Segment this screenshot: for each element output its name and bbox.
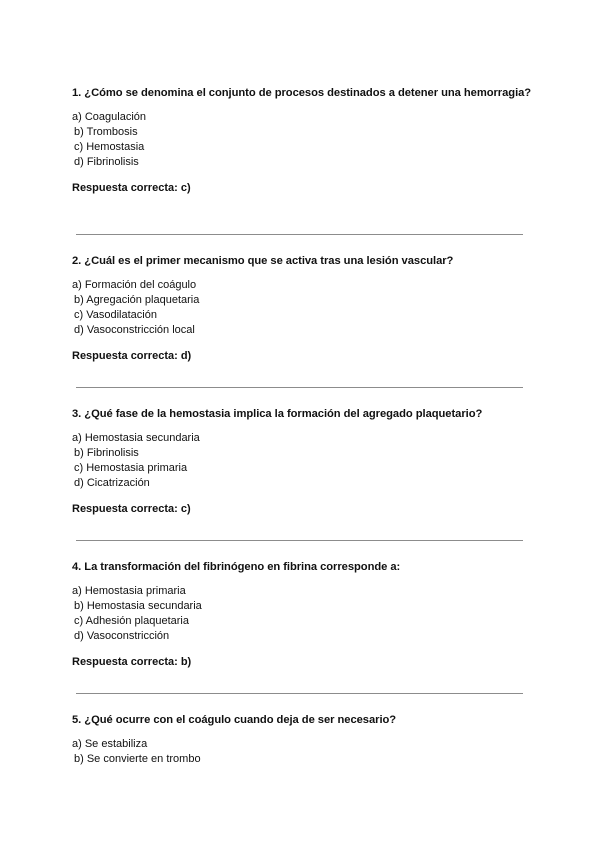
- question-1-title: 1. ¿Cómo se denomina el conjunto de procesos destinados a detener una hemorragia?: [72, 87, 532, 99]
- question-4-option-a: a) Hemostasia primaria: [72, 585, 186, 597]
- question-2: [72, 254, 532, 364]
- question-2-option-d: d) Vasoconstricción local: [74, 324, 195, 336]
- question-1-answer: Respuesta correcta: c): [72, 182, 191, 194]
- divider-3: [76, 540, 523, 541]
- question-3-option-b: b) Fibrinolisis: [74, 447, 139, 459]
- divider-2: [76, 387, 523, 388]
- question-2-title: 2. ¿Cuál es el primer mecanismo que se activa tras una lesión vascular?: [72, 255, 454, 267]
- question-2-option-a: a) Formación del coágulo: [72, 279, 197, 291]
- question-3-option-c: c) Hemostasia primaria: [74, 462, 188, 474]
- question-4-option-d: d) Vasoconstricción: [74, 630, 170, 642]
- question-4-answer: Respuesta correcta: b): [72, 656, 192, 668]
- question-1-option-c: c) Hemostasia: [74, 141, 145, 153]
- question-5-title: 5. ¿Qué ocurre con el coágulo cuando deja de ser necesario?: [72, 714, 397, 726]
- question-5: [72, 713, 532, 767]
- question-3-option-a: a) Hemostasia secundaria: [72, 432, 200, 444]
- question-4-option-c: c) Adhesión plaquetaria: [74, 615, 189, 627]
- divider-1: [76, 234, 523, 235]
- question-4: [72, 560, 532, 670]
- question-2-option-c: c) Vasodilatación: [74, 309, 157, 321]
- question-2-option-b: b) Agregación plaquetaria: [74, 294, 200, 306]
- question-5-option-b: b) Se convierte en trombo: [74, 753, 201, 765]
- question-2-answer: Respuesta correcta: d): [72, 350, 192, 362]
- question-4-title: 4. La transformación del fibrinógeno en fibrina corresponde a:: [72, 561, 401, 573]
- question-1-option-a: a) Coagulación: [72, 111, 146, 123]
- question-3-title: 3. ¿Qué fase de la hemostasia implica la formación del agregado plaquetario?: [72, 408, 483, 420]
- question-1: [72, 86, 532, 196]
- question-4-option-b: b) Hemostasia secundaria: [74, 600, 202, 612]
- divider-4: [76, 693, 523, 694]
- question-1-option-b: b) Trombosis: [74, 126, 138, 138]
- question-5-option-a: a) Se estabiliza: [72, 738, 148, 750]
- question-3: [72, 407, 532, 517]
- question-1-option-d: d) Fibrinolisis: [74, 156, 139, 168]
- question-3-answer: Respuesta correcta: c): [72, 503, 191, 515]
- question-3-option-d: d) Cicatrización: [74, 477, 150, 489]
